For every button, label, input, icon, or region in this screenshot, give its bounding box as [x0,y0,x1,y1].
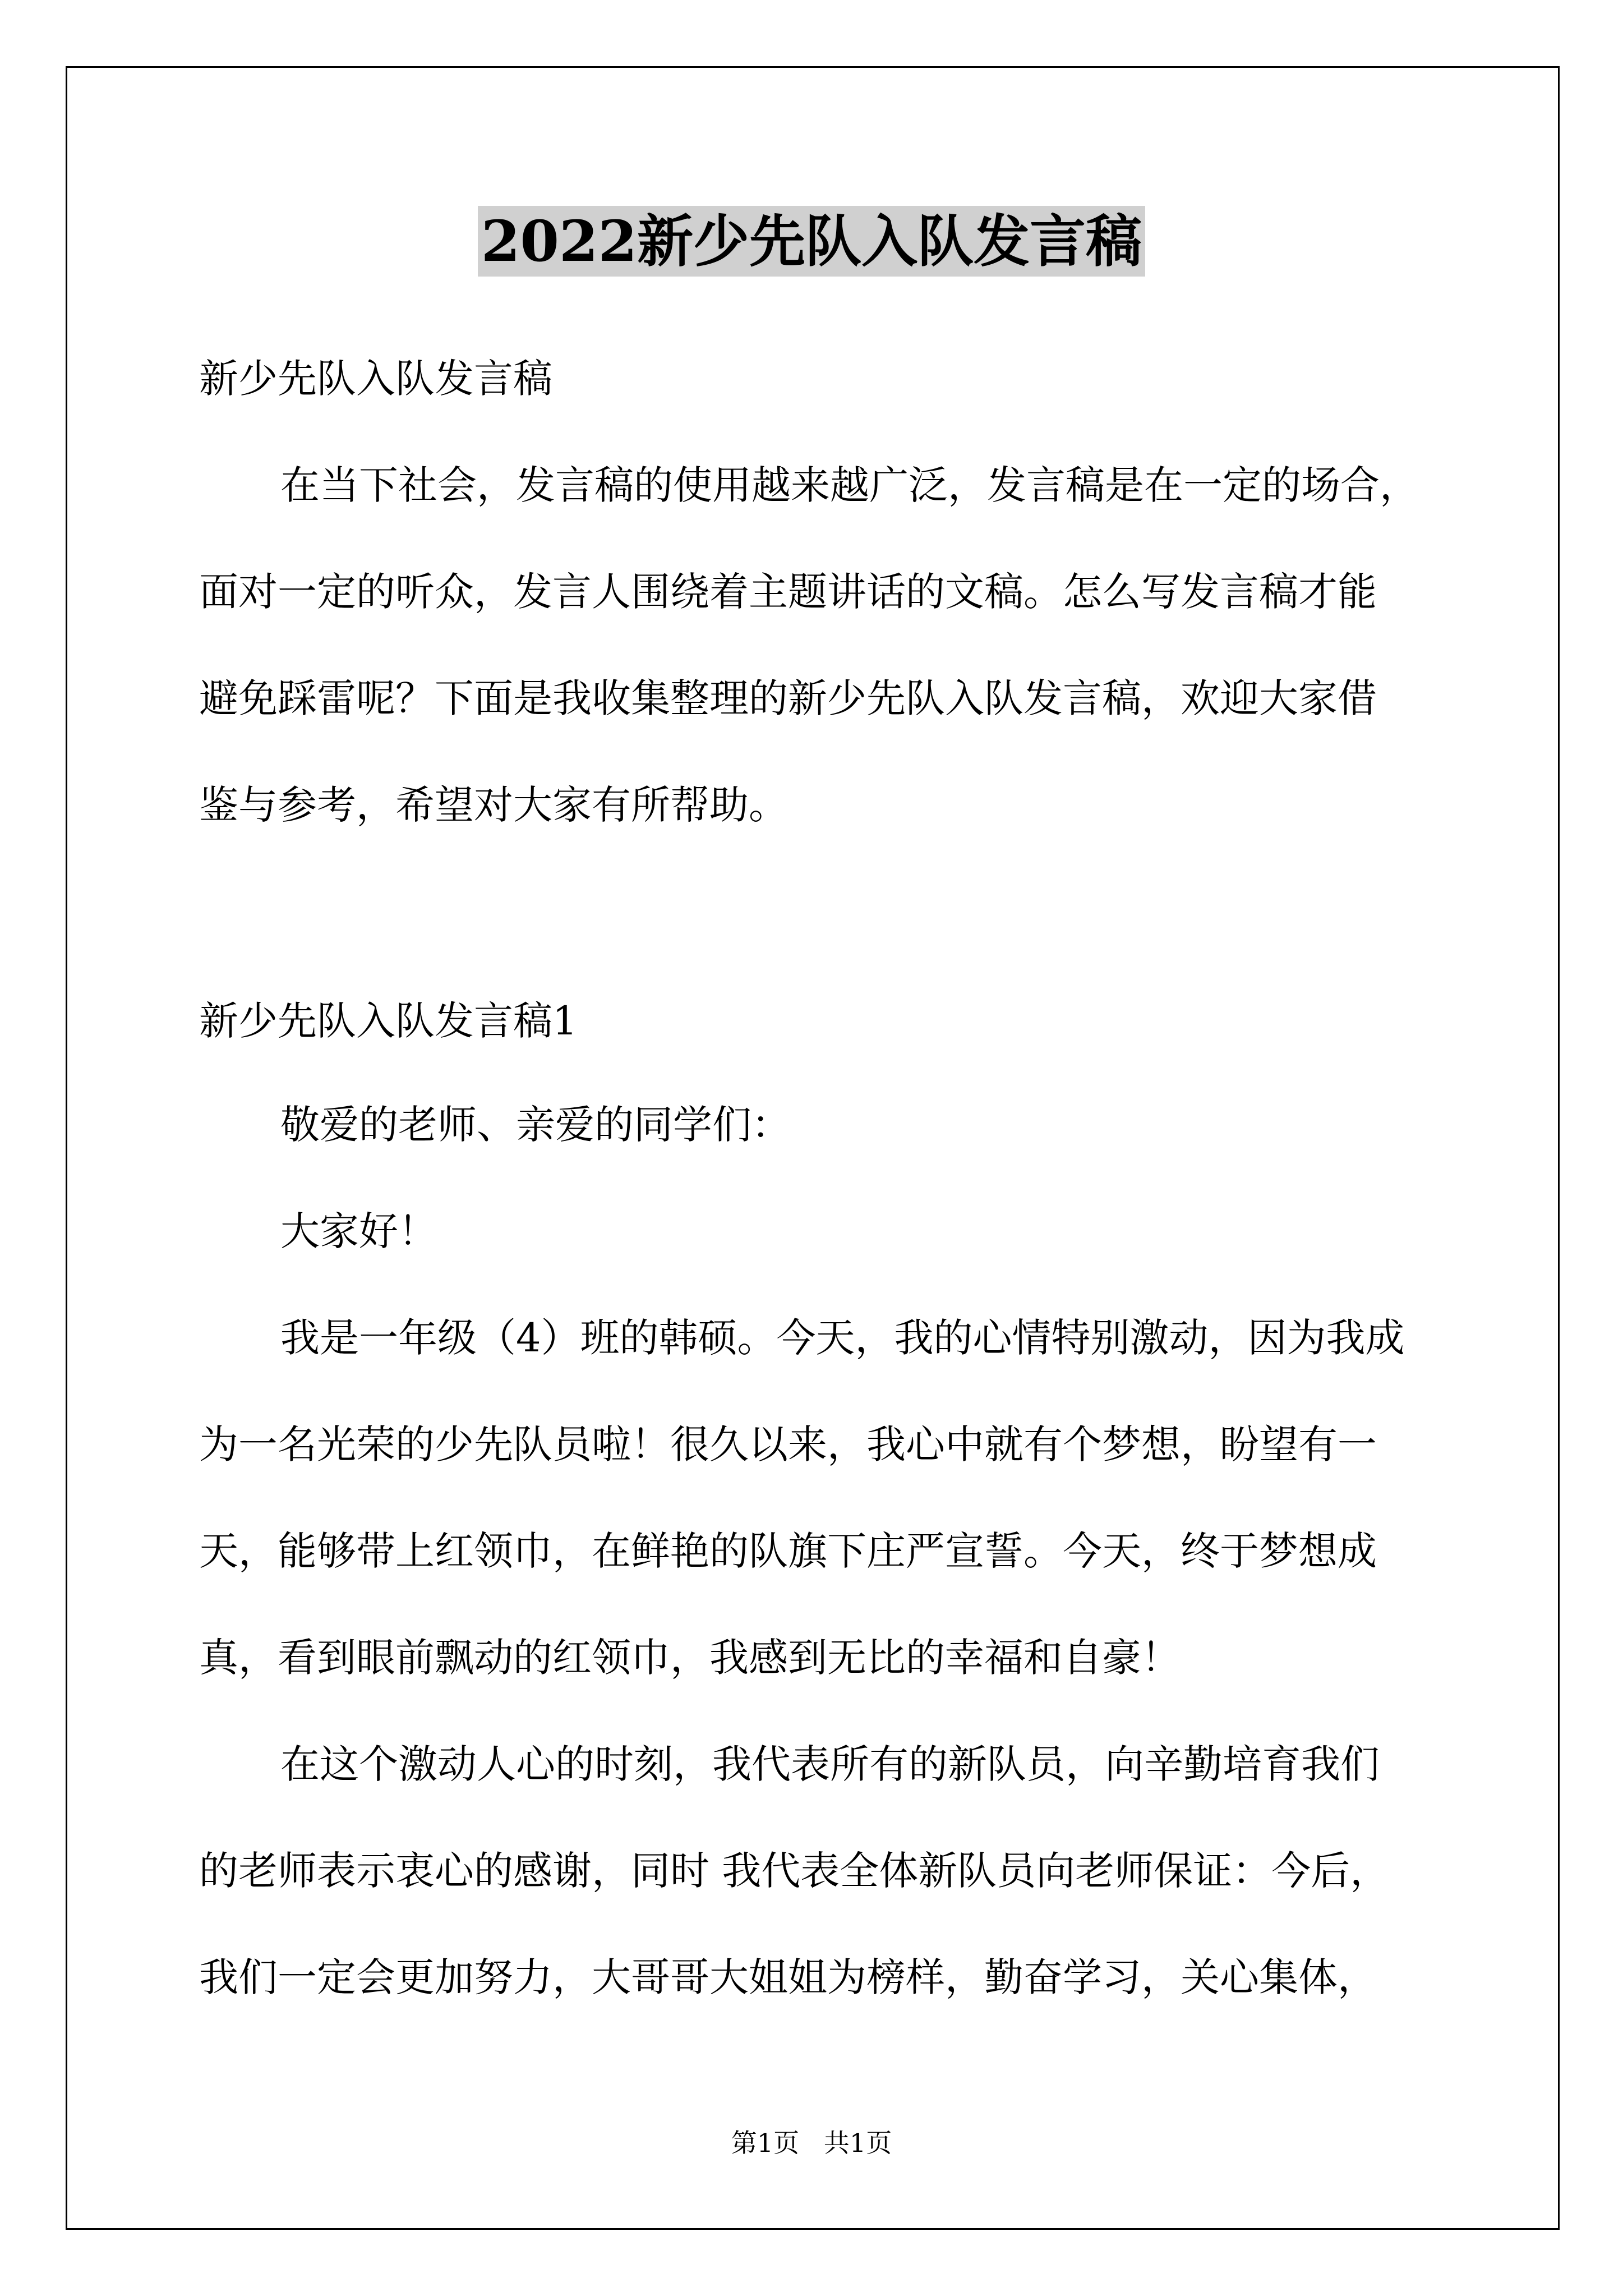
page-footer: 第1页 共1页 [731,2128,892,2158]
greeting: 大家好！ [280,1208,437,1254]
salutation: 敬爱的老师、亲爱的同学们： [280,1102,791,1148]
intro-line-2: 面对一定的听众，发言人围绕着主题讲话的文稿。怎么写发言稿才能 [199,569,1377,615]
intro-line-1: 在当下社会，发言稿的使用越来越广泛，发言稿是在一定的场合， [280,462,1419,508]
document-title-text: 2022新少先队入队发言稿 [478,206,1145,277]
document-title [0,202,1623,280]
paragraph2-line-1: 在这个激动人心的时刻，我代表所有的新队员，向辛勤培育我们 [280,1741,1380,1787]
paragraph1-line-3: 天，能够带上红领巾，在鲜艳的队旗下庄严宣誓。今天，终于梦想成 [199,1528,1377,1574]
paragraph1-line-1: 我是一年级（4）班的韩硕。今天，我的心情特别激动，因为我成 [280,1315,1405,1361]
intro-line-3: 避免踩雷呢？下面是我收集整理的新少先队入队发言稿，欢迎大家借 [199,675,1377,721]
intro-line-4: 鉴与参考，希望对大家有所帮助。 [199,782,788,828]
paragraph1-line-4: 真，看到眼前飘动的红领巾，我感到无比的幸福和自豪！ [199,1635,1181,1681]
section-heading: 新少先队入队发言稿1 [199,998,578,1044]
paragraph2-line-3: 我们一定会更加努力，大哥哥大姐姐为榜样，勤奋学习，关心集体， [199,1954,1377,2000]
document-subtitle: 新少先队入队发言稿 [199,356,552,402]
paragraph1-line-2: 为一名光荣的少先队员啦！很久以来，我心中就有个梦想，盼望有一 [199,1421,1377,1467]
paragraph2-line-2: 的老师表示衷心的感谢，同时 我代表全体新队员向老师保证：今后， [199,1848,1390,1894]
